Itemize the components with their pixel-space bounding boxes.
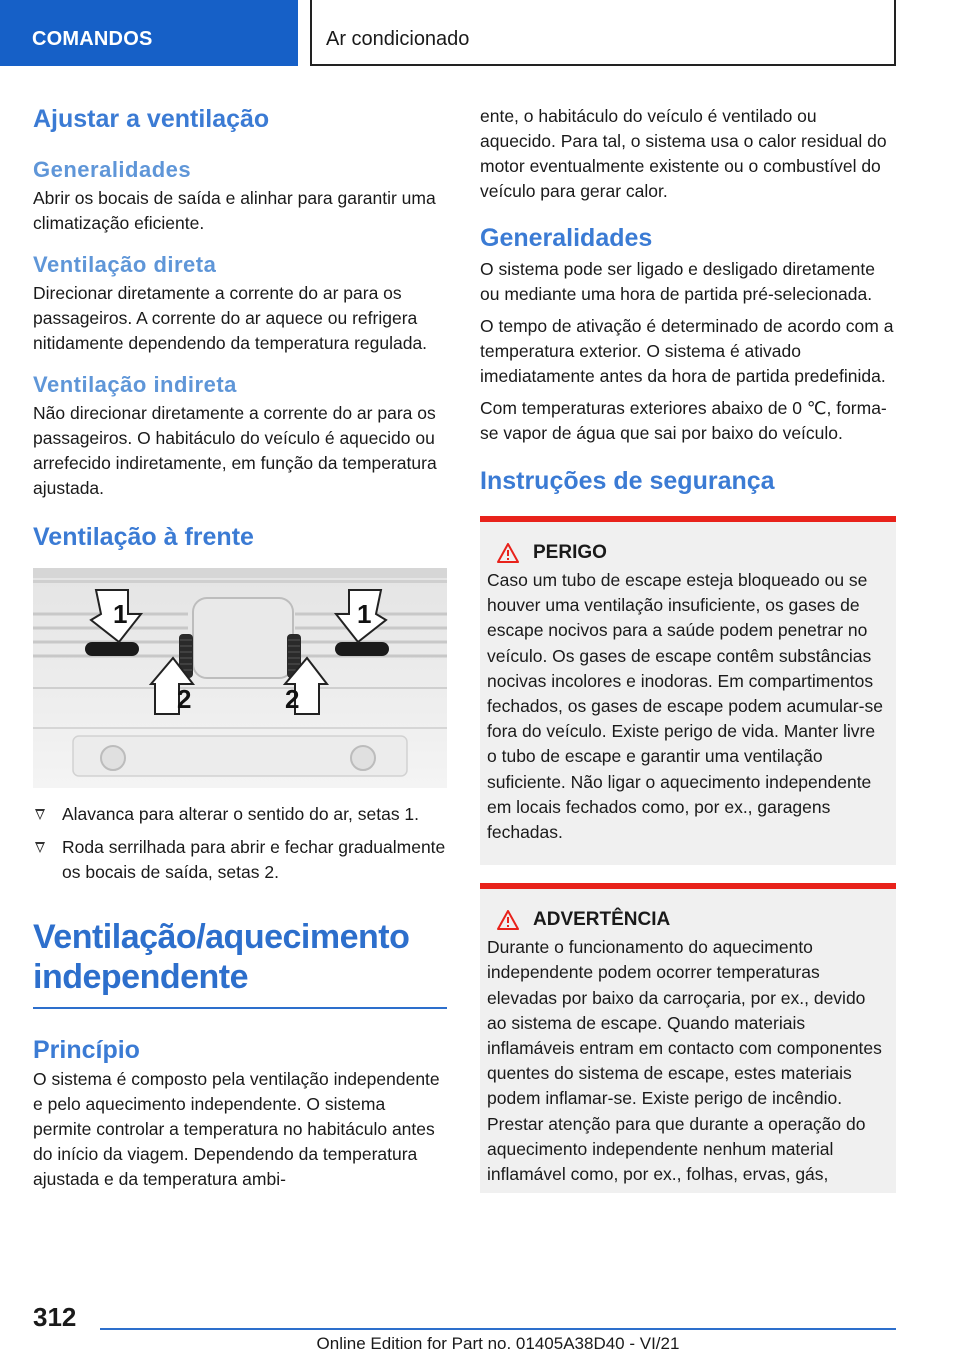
list-item — [33, 835, 447, 885]
left-column — [33, 96, 447, 1192]
chapter-title: Ar condicionado — [310, 0, 896, 66]
warning-title: ADVERTÊNCIA — [533, 909, 671, 931]
paragraph-gen-3: Com temperaturas exteriores abaixo de 0 ℃, forma-se vapor de água que sai por baixo do veículo. — [480, 398, 887, 443]
heading-ventilacao-indireta: Ventilação indireta — [33, 372, 237, 397]
paragraph-ventilacao-indireta: Não direcionar diretamente a corrente do ar para os passageiros. O habitáculo do veículo é aquecido ou arrefecido indiretamente, em função da temperatura ajustada. — [33, 403, 437, 498]
section-divider — [33, 1007, 447, 1009]
footer-divider — [100, 1328, 896, 1330]
air-vent-figure — [33, 568, 447, 788]
warning-header — [487, 909, 888, 931]
heading-generalidades: Generalidades — [33, 157, 192, 182]
heading-ventilacao-frente: Ventilação à frente — [33, 523, 254, 551]
section-tab: COMANDOS — [0, 0, 298, 66]
heading-ajustar-ventilacao: Ajustar a ventilação — [33, 105, 270, 133]
bullet-text: Alavanca para alterar o sentido do ar, setas 1. — [62, 804, 420, 824]
figure-label-2-left: 2 — [177, 684, 192, 714]
paragraph-gen-1: O sistema pode ser ligado e desligado diretamente ou mediante uma hora de partida pré-selecionada. — [480, 259, 875, 304]
list-item — [33, 802, 447, 827]
page-number: 312 — [33, 1302, 77, 1332]
warning-box-advertencia — [480, 883, 896, 1193]
heading-ventilacao-aquecimento — [33, 917, 447, 997]
warning-triangle-icon — [497, 543, 519, 563]
page-footer — [0, 1290, 960, 1362]
warning-box-perigo — [480, 516, 896, 865]
warning-header — [487, 542, 888, 564]
heading-ventilacao-direta: Ventilação direta — [33, 252, 217, 277]
warning-text: Caso um tubo de escape esteja bloqueado ou se houver uma ventilação insuficiente, os gases de escape nocivos para a saúde podem penetrar no veículo. Os gases de escape contêm substâncias nocivas incolores e inodoras. Em compartimentos fechados, os gases de escape podem acumular-se fora do veículo. Existe perigo de vida. Manter livre o tubo de escape e garantir uma ventilação suficiente. Não ligar o aquecimento independente em locais fechados como, por ex., garagens fechadas. — [487, 570, 883, 843]
paragraph-continuation: ente, o habitáculo do veículo é ventilado ou aquecido. Para tal, o sistema usa o calor residual do motor eventualmente existente ou o combustível do veículo para gerar calor. — [480, 106, 887, 201]
heading-generalidades-right: Generalidades — [480, 224, 653, 252]
heading-principio: Princípio — [33, 1036, 140, 1064]
heading-instrucoes-seguranca: Instruções de segurança — [480, 467, 775, 495]
heading-line-2: independente — [33, 958, 249, 996]
warning-title: PERIGO — [533, 542, 607, 563]
figure-label-1-left: 1 — [113, 599, 128, 629]
heading-line-1: Ventilação/aquecimento — [33, 918, 410, 956]
air-vent-illustration — [33, 568, 447, 788]
figure-label-2-right: 2 — [285, 684, 300, 714]
edition-info: Online Edition for Part no. 01405A38D40 - VI/21 — [316, 1334, 680, 1353]
triangle-bullet-icon — [35, 842, 45, 853]
paragraph-principio: O sistema é composto pela ventilação independente e pelo aquecimento independente. O sistema permite controlar a temperatura no habitáculo antes do início da viagem. Dependendo da temperatura ajustada e da temperatura ambi- — [33, 1069, 440, 1189]
page-header — [0, 0, 960, 66]
triangle-bullet-icon — [35, 809, 45, 820]
right-column — [480, 104, 896, 1193]
bullet-text: Roda serrilhada para abrir e fechar gradualmente os bocais de saída, setas 2. — [62, 837, 446, 882]
paragraph-generalidades: Abrir os bocais de saída e alinhar para garantir uma climatização eficiente. — [33, 188, 436, 233]
figure-label-1-right: 1 — [357, 599, 372, 629]
paragraph-gen-2: O tempo de ativação é determinado de acordo com a temperatura exterior. O sistema é ativado imediatamente antes da hora de partida predefinida. — [480, 316, 894, 386]
warning-triangle-icon — [497, 910, 519, 930]
warning-text: Durante o funcionamento do aquecimento independente podem ocorrer temperaturas elevadas por baixo da carroçaria, por ex., devido ao sistema de escape. Quando materiais inflamáveis entram em contacto com componentes quentes do sistema de escape, estes materiais podem inflamar-se. Existe perigo de incêndio. Prestar atenção para que durante a operação do aquecimento independente nenhum material inflamável como, por ex., folhas, ervas, gás, — [487, 937, 882, 1185]
paragraph-ventilacao-direta: Direcionar diretamente a corrente do ar para os passageiros. A corrente do ar aquece ou refrigera nitidamente dependendo da temperatura regulada. — [33, 283, 428, 353]
vent-bullet-list — [33, 802, 447, 885]
